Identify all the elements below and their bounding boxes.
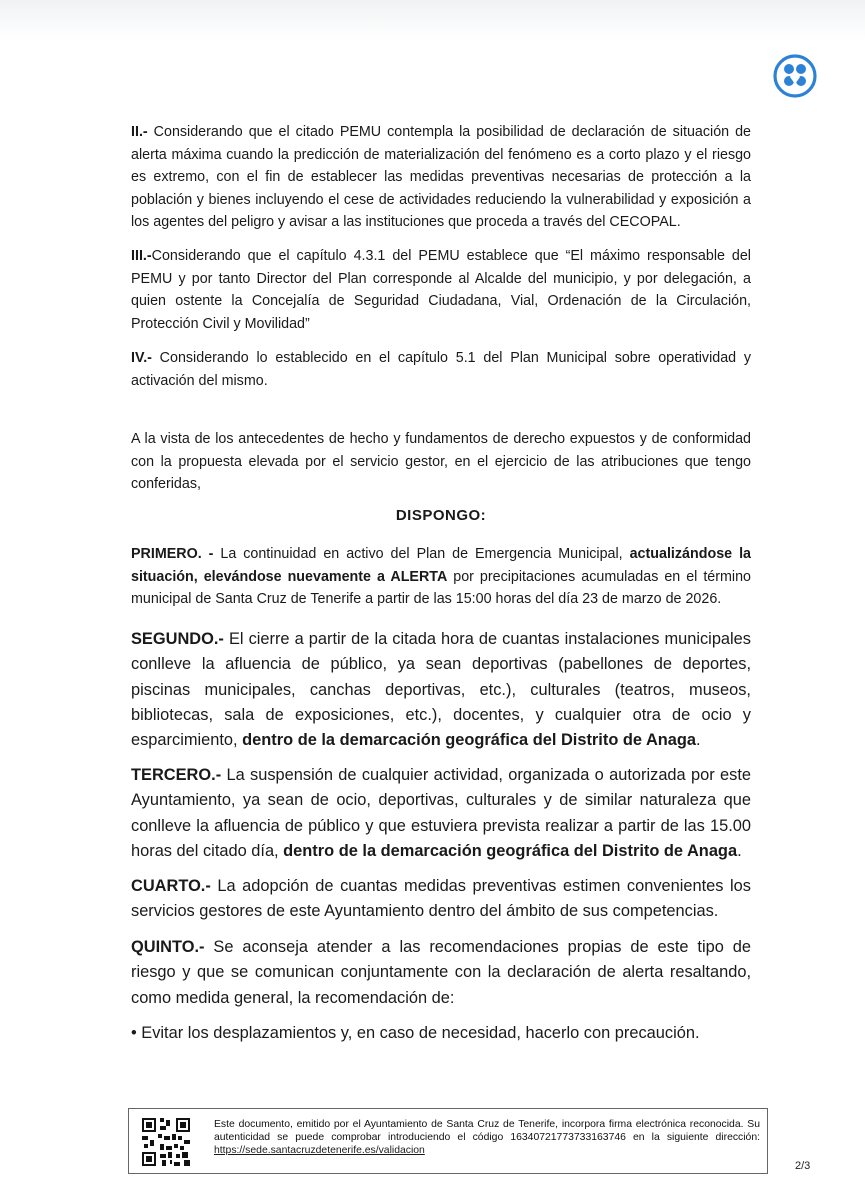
bullet-item: • Evitar los desplazamientos y, en caso de necesidad, hacerlo con precaución. [131,1024,700,1042]
paragraph-text: Considerando que el capítulo 4.3.1 del PEMU establece que “El máximo responsable del PEMU y por tanto Director del Plan corresponde al Alcalde del municipio, y por delegación, a quien ostente la Concejalía de Seguridad Ciudadana, Vial, Ordenación de la Circulación, Protección Civil y Movilidad” [131,248,751,332]
qr-code-icon [140,1116,192,1168]
section-label: CUARTO.- [131,877,211,895]
municipal-logo-icon [772,50,818,102]
paragraph-iii [131,245,751,335]
section-label: IV.- [131,350,152,366]
top-shadow [0,0,865,40]
section-label: QUINTO.- [131,938,205,956]
paragraph-ii [131,121,751,234]
emphasis-text: dentro de la demarcación geográfica del Distrito de Anaga [242,731,697,750]
paragraph-text: Se aconseja atender a las recomendaciones propias de este tipo de riesgo y que se comunican conjuntamente con la declaración de alerta resaltando, como medida general, la recomendación de: [131,938,751,1007]
validation-description: Este documento, emitido por el Ayuntamiento de Santa Cruz de Tenerife, incorpora firma electrónica reconocida. Su autenticidad se puede comprobar introduciendo el código 16340721773733163746 en la siguiente dirección: [214,1119,760,1143]
section-label: SEGUNDO.- [131,630,224,648]
paragraph-text: . [737,841,742,860]
paragraph-quinto [131,935,751,1011]
emphasis-text: dentro de la demarcación geográfica del Distrito de Anaga [283,841,738,860]
section-label: TERCERO.- [131,766,222,784]
paragraph-text: Considerando que el citado PEMU contempla la posibilidad de declaración de situación de alerta máxima cuando la predicción de materialización del fenómeno es a corto plazo y el riesgo es extremo, con el fin de establecer las medidas preventivas necesarias de protección a la población y bienes incluyendo el cese de actividades reduciendo la vulnerabilidad y exposición a los agentes del peligro y avisar a las instituciones que proceda a través del CECOPAL. [131,124,751,231]
paragraph-segundo [131,627,751,753]
paragraph-intro: A la vista de los antecedentes de hecho y fundamentos de derecho expuestos y de conformidad con la propuesta elevada por el servicio gestor, en el ejercicio de las atribuciones que tengo conferidas, [131,431,751,493]
paragraph-text: La continuidad en activo del Plan de Emergencia Municipal, [213,546,630,562]
paragraph-text: Considerando lo establecido en el capítulo 5.1 del Plan Municipal sobre operatividad y activación del mismo. [131,350,751,389]
section-label: III.- [131,248,152,264]
paragraph-text: La suspensión de cualquier actividad, organizada o autorizada por este Ayuntamiento, ya sean de ocio, deportivas, culturales y de similar naturaleza que conlleve la afluencia de público y que estuviera prevista realizar a partir de las 15.00 horas del citado día, [131,766,751,860]
section-label: II.- [131,124,148,140]
paragraph-text: La adopción de cuantas medidas preventivas estimen convenientes los servicios gestores de este Ayuntamiento dentro del ámbito de sus competencias. [131,877,751,921]
paragraph-text: por precipitaciones acumuladas en el término municipal de Santa Cruz de Tenerife a partir de las 15:00 horas del día 23 de marzo de 2026. [131,568,751,608]
validation-text [214,1118,760,1157]
emphasis-text: actualizándose la situación, elevándose nuevamente a ALERTA [131,546,751,585]
paragraph-primero [131,543,751,611]
section-label: PRIMERO. - [131,546,214,562]
paragraph-tercero [131,763,751,864]
page-number: 2/3 [795,1160,811,1172]
paragraph-iv [131,347,751,392]
validation-link[interactable]: https://sede.santacruzdetenerife.es/validacion [214,1145,425,1156]
paragraph-text: El cierre a partir de la citada hora de cuantas instalaciones municipales conlleve la afluencia de público, ya sean deportivas (pabellones de deportes, piscinas municipales, canchas deportivas, etc.), culturales (teatros, museos, bibliotecas, sala de exposiciones, etc.), docentes, y cualquier otra de ocio y esparcimiento, [131,630,751,750]
paragraph-cuarto [131,874,751,925]
dispongo-heading: DISPONGO: [395,507,487,524]
paragraph-text: . [696,731,701,750]
